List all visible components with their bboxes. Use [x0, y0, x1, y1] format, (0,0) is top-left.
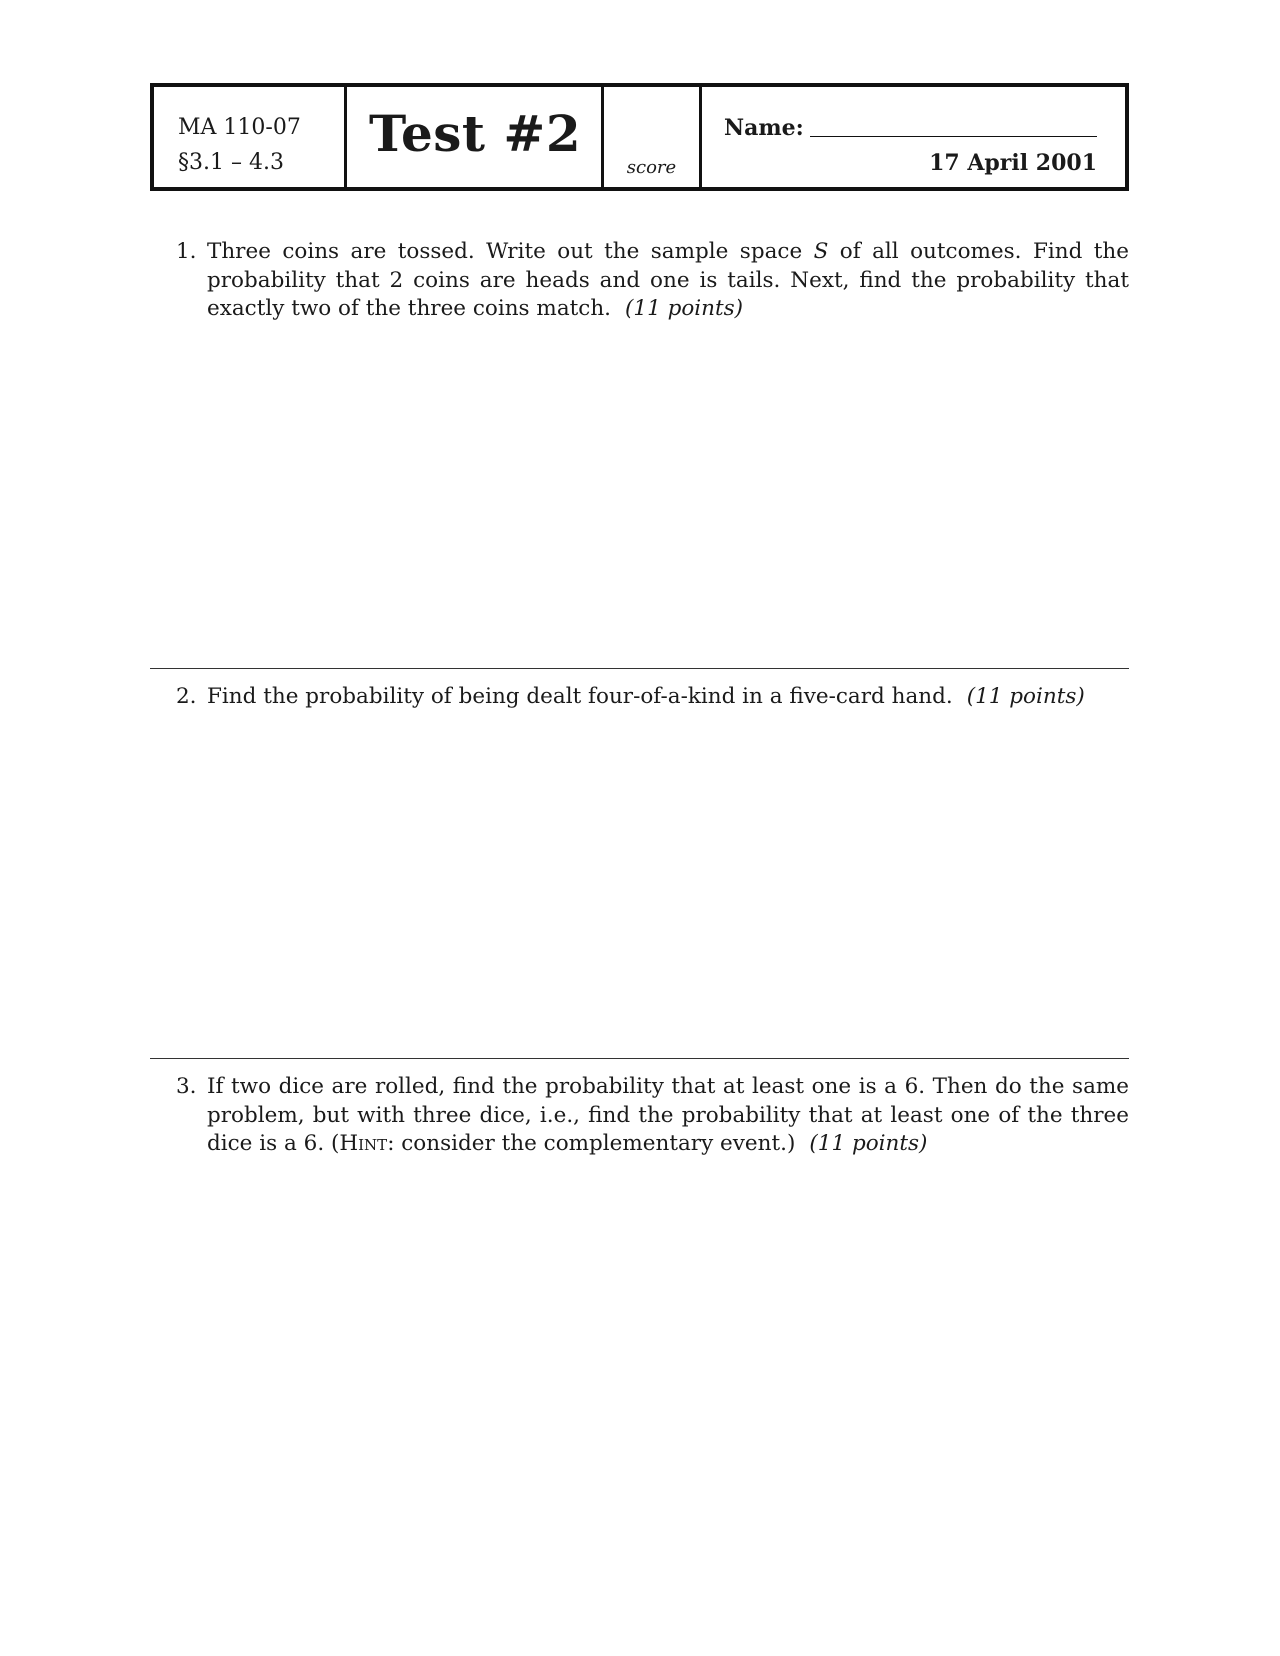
course-sections: §3.1 – 4.3: [178, 150, 284, 175]
sample-space-variable: S: [813, 239, 829, 264]
question-text-part: : consider the complementary event.): [387, 1131, 796, 1156]
course-info-cell: [154, 87, 344, 187]
question-text-part: If two dice are rolled, find the probability that at least one is a 6. Then do the same problem, but with three dice, i.e., find the probability that at least one of the three dice is a 6. (: [207, 1074, 1129, 1156]
course-code: MA 110-07: [178, 115, 301, 140]
question-text-part: Three coins are tossed. Write out the sample space: [207, 239, 814, 264]
question-divider: [150, 668, 1129, 669]
question-text: [207, 1074, 1129, 1156]
name-label: Name:: [724, 115, 804, 141]
question-divider: [150, 1058, 1129, 1059]
name-date-cell: [699, 87, 1125, 187]
question-number: 2.: [176, 684, 197, 709]
test-date: 17 April 2001: [929, 150, 1097, 176]
hint-label: Hint: [339, 1131, 388, 1156]
score-label: score: [626, 157, 677, 178]
question-2: [176, 683, 1129, 712]
question-points: (11 points): [809, 1131, 928, 1156]
question-points: (11 points): [625, 296, 744, 321]
question-1: [176, 238, 1129, 324]
question-number: 3.: [176, 1074, 197, 1099]
test-title: Test #2: [369, 104, 582, 163]
question-3: [176, 1073, 1129, 1159]
question-text: Find the probability of being dealt four-of-a-kind in a five-card hand.: [207, 684, 953, 709]
score-cell: [601, 87, 699, 187]
question-text-part: of all outcomes. Find the probability that 2 coins are heads and one is tails. Next, find the probability that exactly two of the three coins match.: [207, 239, 1129, 321]
exam-header-box: [150, 83, 1129, 191]
test-title-cell: [344, 87, 601, 187]
question-points: (11 points): [966, 684, 1085, 709]
question-number: 1.: [176, 239, 197, 264]
name-blank-line: [810, 136, 1097, 137]
